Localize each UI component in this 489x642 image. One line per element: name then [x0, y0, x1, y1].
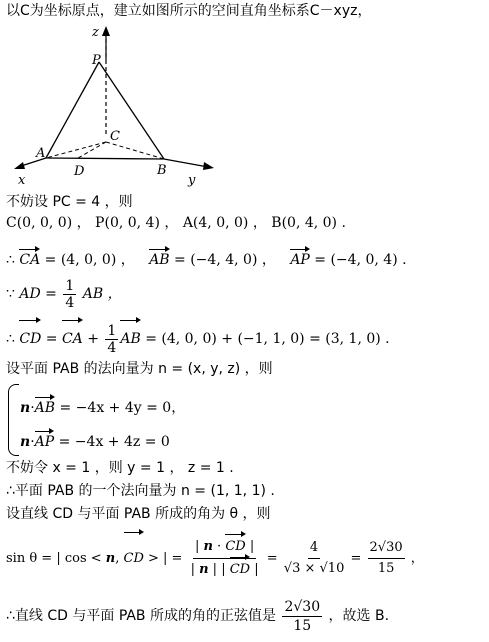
sin-n: n — [105, 551, 116, 566]
eq1-tail: ， — [171, 400, 186, 416]
sin-frac2-den: √3 × √10 — [283, 561, 345, 576]
sin-frac2-num: 4 — [308, 538, 320, 559]
sin-frac1-num: | n · CD | — [193, 536, 256, 559]
sin-frac1-den: | n | | CD | — [191, 559, 259, 581]
edge-ab — [46, 158, 164, 159]
vector-ab-value: = (−4, 4, 0) ， — [169, 252, 276, 268]
eq2-n: n — [20, 434, 31, 450]
conclusion-frac-den: 15 — [293, 617, 312, 634]
system-brace — [8, 384, 19, 456]
edge-pb — [99, 62, 164, 159]
sin-frac3-den: 15 — [377, 561, 395, 576]
ad-frac-num: 1 — [65, 277, 75, 294]
edge-pa — [46, 62, 99, 158]
y-arrow — [203, 162, 214, 170]
cd-line — [6, 322, 390, 356]
vector-ap-value: = (−4, 0, 4) . — [309, 252, 407, 268]
cd-frac-num: 1 — [107, 322, 117, 339]
eq1-vector-ab: AB — [34, 400, 56, 416]
system-eq1 — [20, 399, 185, 417]
because-symbol: ∵ — [6, 286, 15, 302]
vector-ca-2: CA — [62, 322, 83, 356]
sin-frac3-num: 2√30 — [368, 538, 405, 559]
label-d: D — [74, 164, 85, 179]
system-eq2 — [20, 433, 170, 451]
sin-close: > | = — [143, 551, 183, 566]
conclusion-text: ∴直线 CD 与平面 PAB 所成的角的正弦值是 — [6, 608, 276, 624]
label-a: A — [36, 146, 46, 161]
sin-eq3: = — [350, 551, 362, 566]
vector-ab-2: AB — [120, 322, 140, 356]
label-x: x — [18, 173, 26, 187]
angle-def-text: 设直线 CD 与平面 PAB 所成的角为 θ ，则 — [6, 506, 271, 522]
edge-cb — [106, 142, 164, 159]
ad-frac-den: 4 — [65, 294, 75, 311]
normal-def-text: 设平面 PAB 的法向量为 n = (x, y, z) ，则 — [6, 361, 273, 377]
cd-frac-den: 4 — [107, 339, 117, 356]
cd-value: = (4, 0, 0) + (−1, 1, 0) = (3, 1, 0) . — [140, 331, 390, 347]
vector-ca: CA — [19, 252, 41, 268]
label-z: z — [92, 25, 99, 40]
eq2-rest: = −4x + 4z = 0 — [54, 434, 170, 450]
coordinate-figure — [4, 22, 234, 187]
cd-fraction — [105, 323, 118, 356]
ad-rhs: AB ， — [82, 286, 122, 302]
eq1-n: n — [20, 400, 31, 416]
sin-tail: ， — [406, 551, 424, 566]
label-b: B — [157, 163, 167, 178]
vectors-line — [6, 251, 407, 269]
label-c: C — [110, 129, 120, 144]
coords-text: C(0, 0, 0) ， P(0, 0, 4) ， A(4, 0, 0) ， B(0, 4, 0) . — [6, 215, 346, 231]
conclusion-line — [6, 596, 389, 636]
edge-cd — [78, 142, 106, 158]
let-x-text: 不妨令 x = 1 ，则 y = 1 ， z = 1 . — [6, 460, 234, 476]
intro-text: 以C为坐标原点，建立如图所示的空间直角坐标系C－xyz， — [6, 3, 372, 19]
ad-fraction — [63, 278, 76, 311]
conclusion-fraction — [282, 598, 322, 635]
normal-vec-text: ∴平面 PAB 的一个法向量为 n = (1, 1, 1) . — [6, 483, 275, 499]
y-axis — [164, 159, 208, 167]
conclusion-frac-num: 2√30 — [284, 598, 321, 615]
eq1-rest: = −4x + 4y = 0 — [55, 400, 172, 416]
therefore-symbol-2: ∴ — [6, 331, 15, 347]
label-p: P — [92, 53, 101, 68]
sin-fraction-3 — [368, 538, 405, 579]
sin-eq2: = — [266, 551, 278, 566]
assume-text: 不妨设 PC = 4 ，则 — [6, 194, 133, 210]
eq1-dot: · — [30, 400, 35, 416]
sin-formula — [6, 534, 424, 584]
therefore-symbol: ∴ — [6, 252, 15, 268]
sin-lhs: sin θ = | cos < — [6, 551, 106, 566]
z-arrow — [102, 26, 110, 36]
eq2-dot: · — [30, 434, 35, 450]
sin-comma: , — [115, 551, 124, 566]
cd-eq: = — [41, 331, 62, 347]
x-arrow — [14, 162, 25, 169]
ad-line — [6, 277, 122, 311]
vector-ab: AB — [149, 252, 170, 268]
sin-fraction-2 — [284, 538, 345, 579]
vector-ca-value: = (4, 0, 0) ， — [40, 252, 135, 268]
vector-cd: CD — [19, 322, 41, 356]
edge-ca — [46, 142, 106, 158]
sin-fraction-1 — [191, 536, 259, 581]
eq2-vector-ap: AP — [34, 434, 55, 450]
vector-ap: AP — [290, 252, 310, 268]
conclusion-tail: ，故选 B. — [324, 608, 390, 624]
ad-lhs: AD = — [19, 286, 57, 302]
label-y: y — [188, 173, 196, 187]
sin-vector-cd: CD — [124, 534, 144, 584]
cd-plus: + — [82, 331, 104, 347]
